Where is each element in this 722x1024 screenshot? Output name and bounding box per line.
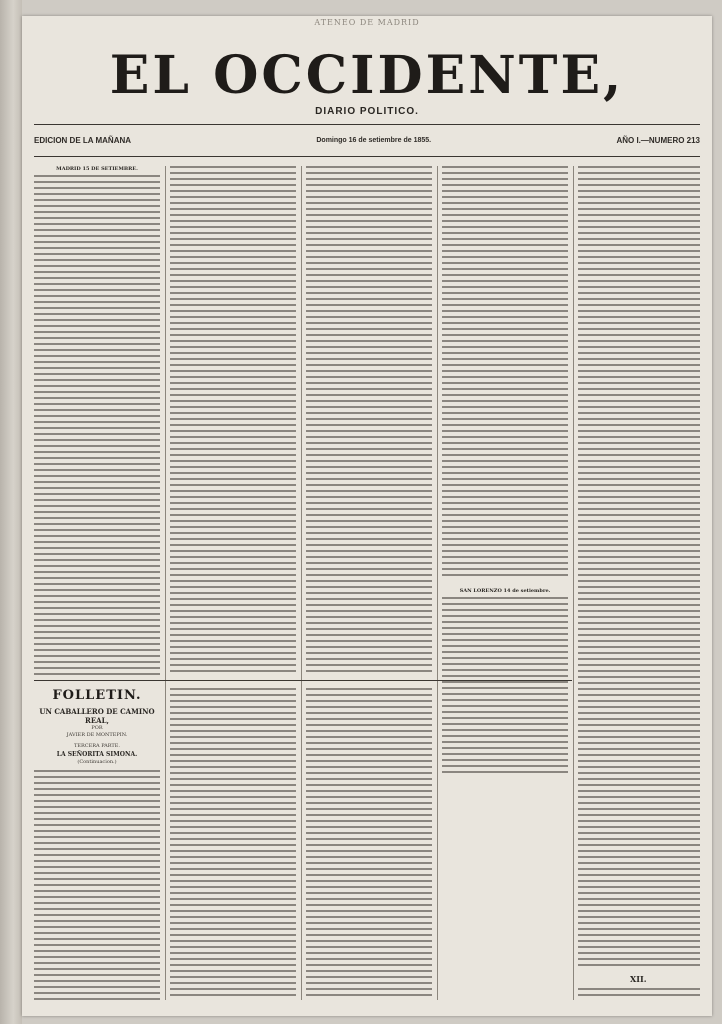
column-divider [165, 166, 166, 1000]
novel-continuation: (Continuacion.) [77, 759, 117, 765]
folletin-text-3 [306, 688, 432, 1000]
column-divider [573, 166, 574, 1000]
folletin-column-3 [306, 688, 432, 1000]
folletin-column [34, 688, 160, 1000]
folletin-text-2 [170, 688, 296, 1000]
header-rule-bottom [34, 156, 700, 157]
folletin-heading: FOLLETIN. [52, 688, 142, 703]
novel-author: JAVIER DE MONTEPIN. [66, 732, 128, 738]
advert-fineprint [437, 128, 610, 152]
column-3-text [306, 166, 432, 676]
subscription-fineprint [137, 128, 310, 152]
scan-edge [0, 0, 22, 1024]
column-4-text-top [442, 166, 568, 578]
library-stamp: ATENEO DE MADRID [314, 18, 420, 27]
novel-by: POR [91, 725, 103, 731]
folletin-column-2 [170, 688, 296, 1000]
info-bar [34, 126, 700, 154]
column-divider [301, 166, 302, 1000]
newspaper-page [22, 16, 712, 1016]
column-divider [437, 166, 438, 1000]
dateline: Domingo 16 de setiembre de 1855. [316, 136, 432, 144]
article-columns [34, 166, 700, 1000]
folletin-text [34, 770, 160, 1000]
column-5-text [578, 166, 700, 966]
novel-title: UN CABALLERO DE CAMINO REAL, [39, 707, 155, 725]
section-head-madrid: MADRID 15 DE SETIEMBRE. [56, 166, 138, 172]
folletin-rule [34, 680, 572, 681]
masthead-title: EL OCCIDENTE, [109, 45, 625, 106]
edition-label: EDICION DE LA MAÑANA [34, 135, 132, 145]
column-1-text [34, 175, 160, 677]
novel-chapter: LA SEÑORITA SIMONA. [56, 751, 138, 758]
column-4-text-bottom [442, 597, 568, 777]
column-5 [578, 166, 700, 1000]
column-4 [442, 166, 568, 1000]
chapter-xii-heading: XII. [630, 974, 647, 984]
masthead-subtitle: DIARIO POLITICO. [315, 106, 419, 117]
column-5-lower [578, 988, 700, 1000]
column-5-lower-text [578, 988, 700, 1000]
header-rule-top [34, 124, 700, 125]
issue-number: AÑO I.—NUMERO 213 [616, 135, 701, 145]
novel-part: TERCERA PARTE. [74, 743, 120, 749]
section-head-sunday: SAN LORENZO 14 de setiembre. [459, 588, 551, 594]
column-2-text [170, 166, 296, 676]
